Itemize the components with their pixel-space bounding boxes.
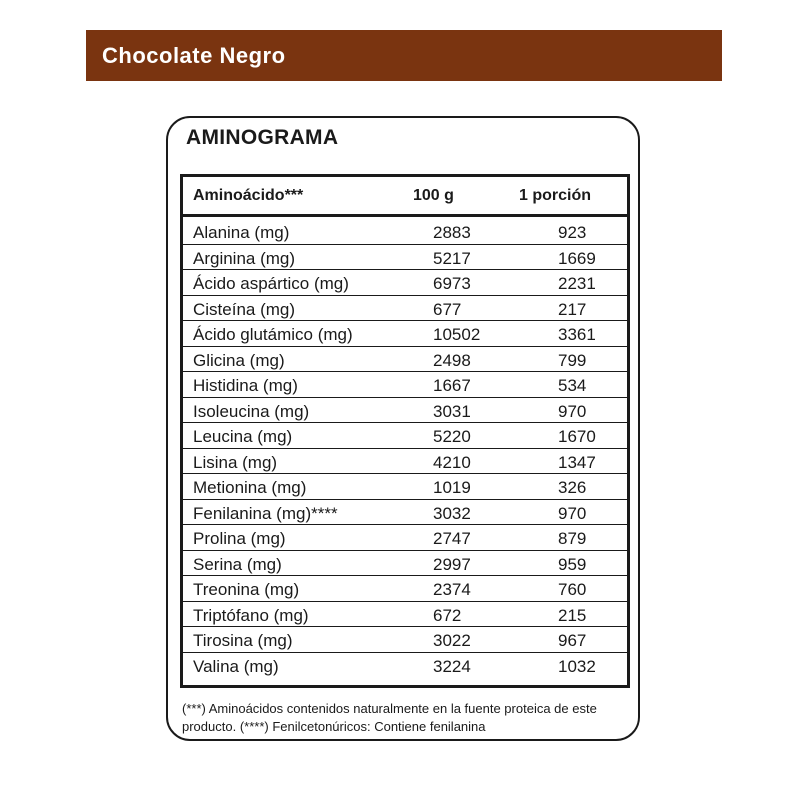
table-row <box>183 627 627 653</box>
cell-aminoacid: Isoleucina (mg) <box>193 401 310 421</box>
cell-100g: 677 <box>433 299 462 319</box>
cell-aminoacid: Fenilanina (mg)**** <box>193 503 338 523</box>
product-title: Chocolate Negro <box>102 42 286 68</box>
cell-aminoacid: Valina (mg) <box>193 656 279 676</box>
table-row <box>183 423 627 449</box>
cell-100g: 2498 <box>433 350 471 370</box>
cell-portion: 967 <box>558 631 587 650</box>
cell-portion: 1670 <box>558 427 596 446</box>
cell-portion: 215 <box>558 605 587 625</box>
title-banner <box>86 30 722 81</box>
cell-100g: 2997 <box>433 554 471 574</box>
cell-100g: 1667 <box>433 376 471 395</box>
cell-aminoacid: Triptófano (mg) <box>193 605 309 625</box>
cell-100g: 3224 <box>433 656 471 676</box>
table-row <box>183 551 627 577</box>
cell-portion: 217 <box>558 299 587 319</box>
table-row <box>183 525 627 551</box>
table-row <box>183 219 627 245</box>
cell-portion: 970 <box>558 401 587 421</box>
cell-portion: 1032 <box>558 656 596 676</box>
table-header-row <box>183 177 627 217</box>
table-row <box>183 321 627 347</box>
cell-portion: 760 <box>558 580 587 599</box>
cell-aminoacid: Leucina (mg) <box>193 427 293 446</box>
cell-portion: 799 <box>558 350 587 370</box>
cell-100g: 672 <box>433 605 462 625</box>
cell-100g: 3031 <box>433 401 471 421</box>
header-aminoacid: Aminoácido*** <box>193 187 304 204</box>
cell-portion: 970 <box>558 503 587 523</box>
table-body <box>183 219 627 678</box>
cell-aminoacid: Ácido glutámico (mg) <box>193 325 353 344</box>
table-row <box>183 245 627 271</box>
cell-aminoacid: Glicina (mg) <box>193 350 285 370</box>
cell-100g: 3022 <box>433 631 471 650</box>
cell-100g: 10502 <box>433 325 481 344</box>
header-100g: 100 g <box>413 187 454 204</box>
table-row <box>183 500 627 526</box>
aminogram-card <box>166 116 640 741</box>
aminogram-table <box>180 174 630 688</box>
cell-100g: 2747 <box>433 529 471 548</box>
cell-aminoacid: Lisina (mg) <box>193 452 278 472</box>
cell-100g: 3032 <box>433 503 471 523</box>
cell-100g: 4210 <box>433 452 471 472</box>
cell-aminoacid: Ácido aspártico (mg) <box>193 274 349 293</box>
cell-aminoacid: Metionina (mg) <box>193 478 307 497</box>
table-row <box>183 296 627 322</box>
cell-aminoacid: Tirosina (mg) <box>193 631 293 650</box>
cell-100g: 6973 <box>433 274 471 293</box>
cell-aminoacid: Prolina (mg) <box>193 529 286 548</box>
footnote: (***) Aminoácidos contenidos naturalmente en la fuente proteica de este producto. (****) Fenilcetonúricos: Contiene fenilanina <box>182 701 597 734</box>
cell-aminoacid: Serina (mg) <box>193 554 282 574</box>
cell-portion: 959 <box>558 554 587 574</box>
cell-aminoacid: Treonina (mg) <box>193 580 300 599</box>
cell-portion: 326 <box>558 478 587 497</box>
card-title: AMINOGRAMA <box>186 126 339 149</box>
cell-100g: 5217 <box>433 248 471 268</box>
cell-100g: 1019 <box>433 478 471 497</box>
header-portion: 1 porción <box>519 187 592 204</box>
cell-aminoacid: Arginina (mg) <box>193 248 296 268</box>
cell-portion: 1347 <box>558 452 596 472</box>
table-row <box>183 372 627 398</box>
table-row <box>183 347 627 373</box>
table-row <box>183 576 627 602</box>
cell-portion: 2231 <box>558 274 596 293</box>
cell-100g: 2374 <box>433 580 471 599</box>
cell-portion: 923 <box>558 223 587 242</box>
cell-portion: 879 <box>558 529 587 548</box>
cell-100g: 5220 <box>433 427 471 446</box>
cell-aminoacid: Histidina (mg) <box>193 376 298 395</box>
cell-portion: 534 <box>558 376 587 395</box>
cell-aminoacid: Alanina (mg) <box>193 223 290 242</box>
table-row <box>183 602 627 628</box>
cell-portion: 3361 <box>558 325 596 344</box>
table-row <box>183 449 627 475</box>
table-row <box>183 653 627 679</box>
cell-aminoacid: Cisteína (mg) <box>193 299 296 319</box>
table-row <box>183 270 627 296</box>
cell-100g: 2883 <box>433 223 471 242</box>
table-row <box>183 398 627 424</box>
cell-portion: 1669 <box>558 248 596 268</box>
table-row <box>183 474 627 500</box>
